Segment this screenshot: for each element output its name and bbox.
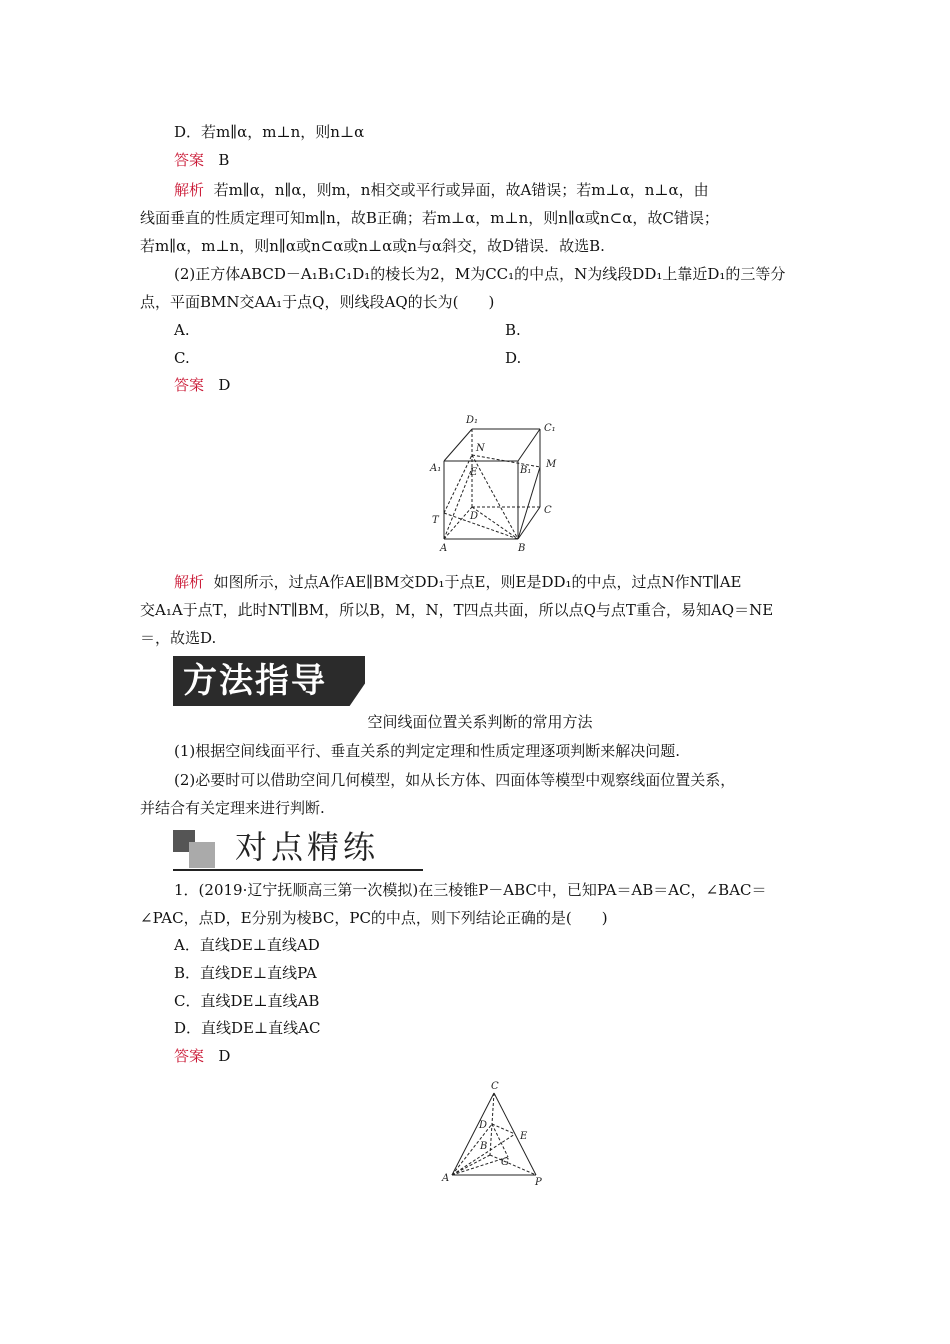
q2-stem-line-1: (2)正方体ABCD－A₁B₁C₁D₁的棱长为2，M为CC₁的中点，N为线段DD₁上靠近D₁的三等分 <box>174 265 786 283</box>
fig-label: D <box>479 1120 488 1131</box>
prev-option-d: D．若m∥α，m⊥n，则n⊥α <box>174 123 365 141</box>
q2-analysis-line-3: ＝，故选D. <box>140 629 217 647</box>
practice-banner-text: 对点精练 <box>235 828 380 866</box>
analysis-label: 解析 <box>174 181 205 199</box>
q2-analysis-line-2: 交A₁A于点T，此时NT∥BM，所以B，M，N，T四点共面，所以点Q与点T重合，易知AQ＝NE <box>140 601 774 619</box>
answer-label: 答案 <box>174 376 205 394</box>
method-banner <box>173 656 365 706</box>
pyramid-figure <box>432 1075 557 1195</box>
fig-label: B <box>480 1141 488 1152</box>
q2-option-c: C. <box>174 349 190 367</box>
method-line-1: (1)根据空间线面平行、垂直关系的判定定理和性质定理逐项判断来解决问题. <box>174 742 681 760</box>
fig-label: P <box>535 1177 542 1188</box>
answer-label: 答案 <box>174 1047 205 1065</box>
practice-option-d: D．直线DE⊥直线AC <box>174 1019 321 1037</box>
method-title: 空间线面位置关系判断的常用方法 <box>367 713 593 731</box>
fig-label: T <box>432 515 439 526</box>
fig-label: D <box>470 511 479 522</box>
fig-label: C <box>544 505 552 516</box>
practice-stem-line-2: ∠PAC，点D，E分别为棱BC，PC的中点，则下列结论正确的是( ) <box>140 909 608 927</box>
method-line-2: (2)必要时可以借助空间几何模型，如从长方体、四面体等模型中观察线面位置关系， <box>174 771 736 789</box>
q2-option-d: D. <box>505 349 522 367</box>
q2-stem-line-2: 点，平面BMN交AA₁于点Q，则线段AQ的长为( ) <box>140 293 495 311</box>
practice-answer-line <box>174 1046 854 1066</box>
practice-option-a: A．直线DE⊥直线AD <box>174 936 320 954</box>
fig-label: E <box>470 467 478 478</box>
method-line-3: 并结合有关定理来进行判断. <box>140 799 325 817</box>
banner-square-light <box>189 842 215 868</box>
q2-option-b: B. <box>505 321 521 339</box>
prev-analysis-line-3: 若m∥α，m⊥n，则n∥α或n⊂α或n⊥α或n与α斜交，故D错误．故选B. <box>140 237 605 255</box>
answer-value: D <box>218 376 231 394</box>
fig-label: A <box>442 1173 450 1184</box>
prev-answer-line <box>174 150 854 170</box>
analysis-text: 如图所示，过点A作AE∥BM交DD₁于点E，则E是DD₁的中点，过点N作NT∥AE <box>213 573 742 591</box>
prev-analysis-line-1 <box>174 180 854 200</box>
fig-label: G <box>501 1157 509 1168</box>
fig-label: A <box>440 543 448 554</box>
fig-label: C <box>491 1081 499 1092</box>
cube-figure <box>420 405 570 560</box>
practice-option-c: C．直线DE⊥直线AB <box>174 992 320 1010</box>
fig-label: E <box>520 1131 528 1142</box>
q2-option-a: A. <box>174 321 190 339</box>
prev-analysis-line-2: 线面垂直的性质定理可知m∥n，故B正确；若m⊥α，m⊥n，则n∥α或n⊂α，故C错误； <box>140 209 719 227</box>
practice-banner <box>173 826 423 872</box>
fig-label: C₁ <box>544 423 556 434</box>
fig-label: M <box>546 459 557 470</box>
answer-label: 答案 <box>174 151 205 169</box>
practice-option-b: B．直线DE⊥直线PA <box>174 964 317 982</box>
fig-label: D₁ <box>466 415 479 426</box>
answer-value: B <box>218 151 230 169</box>
q2-answer-line <box>174 375 854 395</box>
practice-stem-line-1: 1．(2019·辽宁抚顺高三第一次模拟)在三棱锥P－ABC中，已知PA＝AB＝AC，∠BAC＝ <box>174 881 767 899</box>
analysis-text: 若m∥α，n∥α，则m，n相交或平行或异面，故A错误；若m⊥α，n⊥α，由 <box>213 181 709 199</box>
q2-analysis-line-1 <box>174 572 854 592</box>
banner-rule <box>173 869 423 871</box>
answer-value: D <box>218 1047 231 1065</box>
fig-label: B₁ <box>520 465 532 476</box>
method-banner-text: 方法指导 <box>183 661 327 701</box>
fig-label: N <box>476 443 485 454</box>
analysis-label: 解析 <box>174 573 205 591</box>
fig-label: A₁ <box>430 463 442 474</box>
fig-label: B <box>518 543 526 554</box>
